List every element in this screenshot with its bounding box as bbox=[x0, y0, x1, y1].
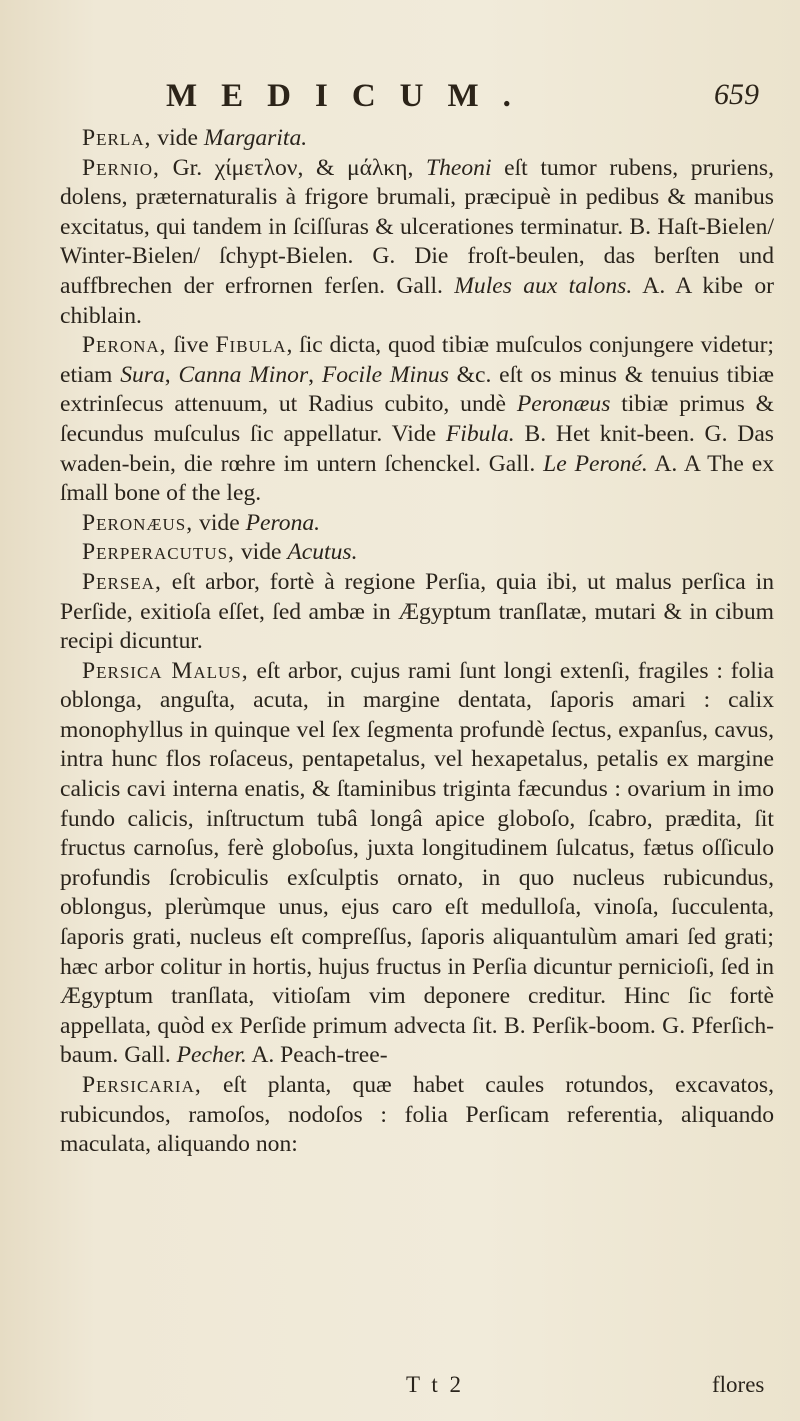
entry-headword: Persea, bbox=[82, 568, 162, 595]
entry-text: tibiæ primus & ſecundus muſculus ſic appellatur. Vide bbox=[60, 391, 774, 447]
entry-text: eſt planta, quæ habet caules rotundos, excavatos, rubicundos, ramoſos, nodoſos : folia Perſicam referentia, aliquando maculata, aliquando non: bbox=[60, 1072, 774, 1158]
entry-headword: Perperacutus, bbox=[82, 539, 235, 566]
dictionary-entry bbox=[60, 124, 774, 154]
entry-headword: Persicaria, bbox=[82, 1072, 202, 1098]
entry-text: , ſic dicta, quod tibiæ muſculos conjungere videtur; etiam bbox=[60, 332, 774, 388]
italic-text: Fibula. bbox=[445, 420, 515, 447]
entry-text: vide bbox=[151, 125, 204, 151]
dictionary-entry bbox=[60, 331, 774, 509]
signature-mark: T t 2 bbox=[406, 1372, 465, 1397]
dictionary-entry bbox=[60, 657, 774, 1071]
italic-text: Perona. bbox=[245, 509, 321, 536]
entry-headword: Peronæus, bbox=[82, 509, 194, 536]
entry-text: ſive bbox=[166, 332, 216, 359]
entry-headword: Persica Malus, bbox=[82, 657, 249, 684]
italic-text: Mules aux talons. bbox=[454, 272, 633, 299]
italic-text: Sura bbox=[120, 361, 165, 388]
italic-text: Peronæus bbox=[516, 391, 611, 418]
italic-text: Acutus. bbox=[287, 539, 358, 566]
entry-headword: Perona, bbox=[82, 332, 167, 359]
entry-text: &c. eſt os minus & tenuius tibiæ extrinſecus attenuum, ut Radius cubito, undè bbox=[60, 361, 775, 418]
italic-text: Focile Minus bbox=[321, 361, 449, 388]
entry-text: vide bbox=[234, 539, 288, 566]
entry-text: , bbox=[308, 361, 322, 388]
entry-text: vide bbox=[193, 509, 246, 536]
dictionary-entry bbox=[60, 568, 774, 657]
entry-headword: Pernio, bbox=[82, 154, 160, 181]
dictionary-entry bbox=[60, 538, 774, 568]
entry-text: eſt arbor, fortè à regione Perſia, quia ibi, ut malus perſica in Perſide, exitioſa eſſet, ſed ambæ in Ægyptum tranſlatæ, mutari & in cibum recipi dicuntur. bbox=[60, 568, 774, 655]
dictionary-entry bbox=[60, 1071, 774, 1160]
page-footer bbox=[0, 1372, 800, 1402]
small-caps-text: Fibula bbox=[215, 332, 287, 359]
page-header bbox=[0, 78, 800, 122]
entry-text: Gr. χίμετλον, & μάλκη, bbox=[159, 154, 426, 181]
italic-text: Canna Minor bbox=[178, 361, 309, 388]
dictionary-entries bbox=[60, 124, 774, 1160]
entry-text: , bbox=[164, 361, 179, 388]
entry-text: eſt arbor, cujus rami ſunt longi extenſi, fragiles : folia oblonga, anguſta, acuta, in margine dentata, ſaporis amari : calix monophyllus in quinque vel ſex ſegmenta profundè ſectus, expanſus, cavus, intra hunc flos roſaceus, pentapetalus, vel hexapetalus, petalis ex margine calicis cavi interna enatis, & ſtaminibus triginta fæcundus : ovarium in imo fundo calicis, inſtructum tubâ longâ apice globoſo, ſcabro, prædita, ſit fructus carnoſus, ferè globoſus, juxta longitudinem ſulcatus, fætus oſſiculo profundis ſcrobiculis exſculptis ornato, in quo nucleus rubicundus, oblongus, plerùmque unus, ejus caro eſt medulloſa, vinoſa, ſucculenta, ſaporis grati, nucleus eſt compreſſus, ſaporis aliquantulùm amari ſed grati; hæc arbor colitur in hortis, hujus fructus in Perſia dicuntur pernicioſi, ſed in Ægyptum tranſlata, vitioſam vim deponere creditur. Hinc ſic fortè appellata, quòd ex Perſide primum advecta ſit. B. Perſik-boom. G. Pferſich-baum. Gall. bbox=[60, 657, 775, 1069]
entry-text: B. Het knit-been. G. Das waden-bein, die rœhre im untern ſchenckel. Gall. bbox=[60, 420, 774, 477]
dictionary-entry bbox=[60, 154, 774, 332]
entry-text: A. A kibe or chiblain. bbox=[60, 272, 774, 329]
entry-text: eſt tumor rubens, pruriens, dolens, præternaturalis à frigore brumali, præcipuè in pedibus & manibus excitatus, qui tandem in ſciſſuras & ulcerationes terminatur. B. Haſt-Bielen/ Winter-Bielen/ ſchypt-Bielen. G. Die froſt-beulen, das berſten und auffbrechen der erfrornen ferſen. Gall. bbox=[60, 154, 774, 299]
entry-text: A. A The ex ſmall bone of the leg. bbox=[60, 450, 774, 507]
page-number: 659 bbox=[714, 78, 759, 111]
entry-headword: Perla, bbox=[82, 125, 152, 151]
italic-text: Theoni bbox=[425, 154, 492, 181]
catchword: flores bbox=[712, 1372, 765, 1397]
italic-text: Pecher. bbox=[176, 1042, 247, 1069]
dictionary-entry bbox=[60, 509, 774, 539]
running-title: MEDICUM. bbox=[166, 78, 535, 114]
entry-text: A. Peach-tree- bbox=[246, 1042, 388, 1069]
italic-text: Margarita. bbox=[203, 125, 308, 151]
italic-text: Le Peroné. bbox=[543, 450, 648, 477]
